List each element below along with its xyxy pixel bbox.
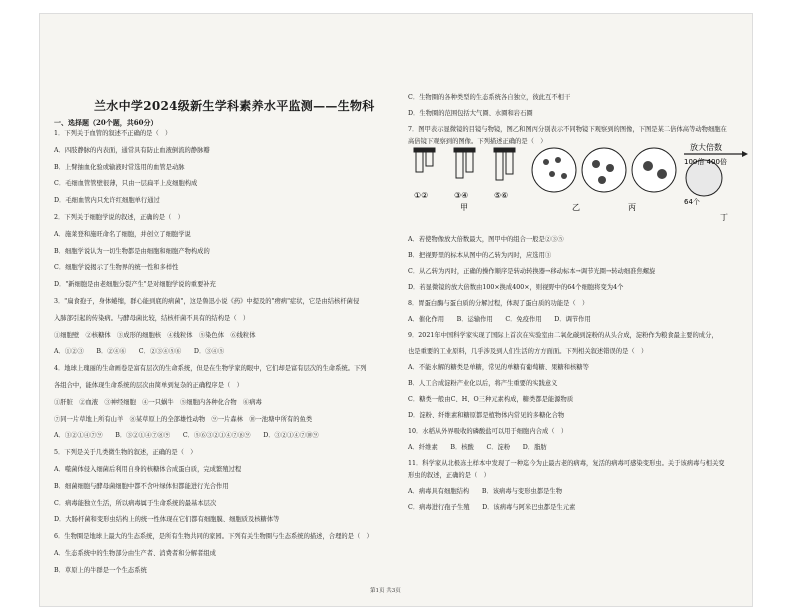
question-line: 3．"扁食孢子，身体蜷缩，群心能到底的病菌"，这是鲁迅小说《药》中提及的"痨病"症状，它是由结核杆菌侵: [54, 298, 360, 305]
tube-label-1: ①②: [414, 191, 429, 200]
question-line: 9．2021年中国科学家实现了国际上首次在实验室由二氧化碳到淀粉的从头合成，淀粉作为粮食最主要的成分，: [408, 332, 718, 339]
question-line: A．生态系统中的生物部分由生产者、消费者和分解者组成: [54, 550, 216, 557]
question-line: 各组合中，能体现生命系统的层次由简单到复杂的正确程序是（ ）: [54, 382, 243, 389]
question-line: 入肺部引起的传染病。与酵母菌比较，结核杆菌不具有的结构是（ ）: [54, 314, 250, 322]
section-heading: 一、选择题（20个题，共60分）: [54, 118, 158, 127]
magnification-title: 放大倍数: [690, 143, 722, 152]
question-line: 高倍镜下观察到的图像。下列描述正确的是（ ）: [408, 138, 547, 145]
objective-tubes: [414, 148, 515, 180]
question-line: A．噬菌体侵入细菌后利用自身的核糖体合成蛋白质，完成繁殖过程: [54, 466, 242, 473]
question-line: ①肝脏 ②血液 ③神经细胞 ④一只蜗牛 ⑤细胞内各种化合物 ⑥病毒: [54, 398, 262, 406]
question-line: B．人工合成淀粉产业化以后，将产生重要的实践意义: [408, 380, 558, 387]
question-line: A．四肢静脉的内表面，通常具有防止血液倒流的静脉瓣: [54, 146, 210, 154]
question-line: B．细胞学说认为一切生物都是由细胞和细胞产物构成的: [54, 247, 210, 255]
question-line: C．生物圈的各种类型的生态系统各自独立，彼此互不相干: [408, 94, 571, 101]
panel-jia-label: 甲: [460, 203, 468, 212]
question-line: 2．下列关于细胞学说的叙述，正确的是（ ）: [54, 214, 184, 221]
question-line: 8．胃蛋白酶与蛋白质的分解过程，体现了蛋白质的功能是（ ）: [408, 300, 589, 307]
question-line: B．草原上的牛群是一个生态系统: [54, 566, 147, 574]
question-line: 5．下列是关于几类微生物的叙述，正确的是（ ）: [54, 449, 197, 457]
question-line: 形虫的叙述，正确的是（ ）: [408, 472, 490, 479]
exam-title: 兰水中学2024级新生学科素养水平监测——生物科: [94, 99, 375, 113]
question-line: A．病毒具有细胞结构 B．该病毒与变形虫都是生物: [408, 488, 563, 495]
question-line: D．若显微镜的放大倍数由100×换成400×，则视野中的64个细胞将变为4个: [408, 284, 624, 291]
question-line: 7．图甲表示显微镜的目镜与物镜，图乙和图丙分别表示不同物镜下观察到的图像，下图是某二倍体高等动物细胞在: [408, 126, 727, 133]
question-line: A．催化作用 B．运输作用 C．免疫作用 D．调节作用: [408, 316, 591, 323]
question-line: 1．下列关于血管的叙述不正确的是（ ）: [54, 130, 172, 137]
question-line: ①细胞壁 ②核糖体 ③成形的细胞核 ④线粒体 ⑤染色体 ⑥线粒体: [54, 331, 256, 339]
question-line: A．③②①④⑦⑨ B．③②①④⑦⑧⑨ C．⑤⑥③②①④⑦⑧⑨ D．③②①④⑦⑩⑨: [54, 432, 319, 440]
panel-bing-label: 丙: [628, 203, 636, 212]
cell-count: 64个: [684, 198, 700, 206]
question-line: B．上臂抽血化验或输液时常选用的血管是动脉: [54, 163, 185, 171]
question-line: A．施莱登和施旺命名了细胞，并创立了细胞学说: [54, 230, 191, 238]
exam-sheet: [40, 14, 752, 606]
question-line: A．①②③ B．②④⑥ C．②③④⑤⑥ D．③④⑤: [54, 348, 225, 356]
question-line: D．毛细血管内只允许红细胞单行通过: [54, 197, 160, 205]
question-line: A．若使物像放大倍数最大，图甲中的组合一般是②③⑤: [408, 236, 564, 243]
question-line: C．病毒进行孢子生殖 D．该病毒与阿米巴虫都是生元素: [408, 504, 576, 511]
panel-yi-label: 乙: [572, 203, 580, 212]
question-line: D．大肠杆菌和变形虫结构上的统一性体现在它们都有细胞膜、细胞质及核糖体等: [54, 516, 280, 524]
tube-label-2: ③④: [454, 191, 469, 200]
question-line: 6．生物圈是地球上最大的生态系统，是所有生物共同的家园。下列有关生物圈与生态系统的描述，合理的是（ ）: [54, 533, 373, 541]
question-line: 10．水稻从外界吸收的磷酸盐可以用于细胞内合成（ ）: [408, 428, 568, 435]
question-line: ⑦同一片草地上所有山羊 ⑧某草原上的全部雄性动物 ⑨一片森林 ⑩一池塘中所有的鱼类: [54, 415, 313, 423]
page-footer: 第1页 共3页: [370, 588, 401, 594]
panel-ding-label: 丁: [720, 213, 728, 222]
question-line: C．糖类一般由C、H、O三种元素构成，糖类都是能源物质: [408, 396, 574, 403]
question-line: B．把视野里的标本从图中的乙转为丙时，应选用③: [408, 252, 552, 259]
question-line: D．生物圈的范围包括大气圈、水圈和岩石圈: [408, 110, 533, 117]
question-line: D．"新细胞是由老细胞分裂产生"是对细胞学说的重要补充: [54, 281, 216, 289]
question-line: 也是重要的工业原料，几乎涉及到人们生活的方方面面。下列相关叙述错误的是（ ）: [408, 348, 648, 355]
question-line: 11．科学家从北极冻土样本中发现了一种迄今为止最古老的病毒，复活的病毒可感染变形虫。关于该病毒与相关变: [408, 460, 725, 467]
question-line: B．细菌细胞与酵母菌细胞中都不含叶绿体但都能进行光合作用: [54, 482, 229, 490]
question-line: A．纤维素 B．核酸 C．淀粉 D．脂肪: [408, 444, 547, 451]
microscope-figure: [408, 142, 748, 232]
question-line: A．不能水解的糖类是单糖，常见的单糖有葡萄糖、果糖和核糖等: [408, 364, 589, 371]
tube-label-3: ⑤⑥: [494, 191, 509, 200]
question-line: C．细胞学说揭示了生物界的统一性和多样性: [54, 264, 179, 272]
question-line: C．病毒能独立生活，所以病毒属于生命系统的最基本层次: [54, 499, 217, 507]
magnification-values: 100倍 400倍: [684, 158, 727, 166]
view-circles: [532, 148, 722, 196]
question-line: C．毛细血管管壁很薄，只由一层扁平上皮细胞构成: [54, 180, 198, 188]
question-line: C．从乙转为丙时，正确的操作顺序是转动转换器→移动标本→调节光圈→转动细准焦螺旋: [408, 268, 656, 275]
question-line: D．淀粉、纤维素和糖原都是植物体内常见的多糖化合物: [408, 412, 565, 419]
question-line: 4．地球上瑰丽的生命画卷是富有层次的生命系统，但是在生物学家的眼中，它们却是富有层次的生命系统。下列: [54, 365, 367, 373]
